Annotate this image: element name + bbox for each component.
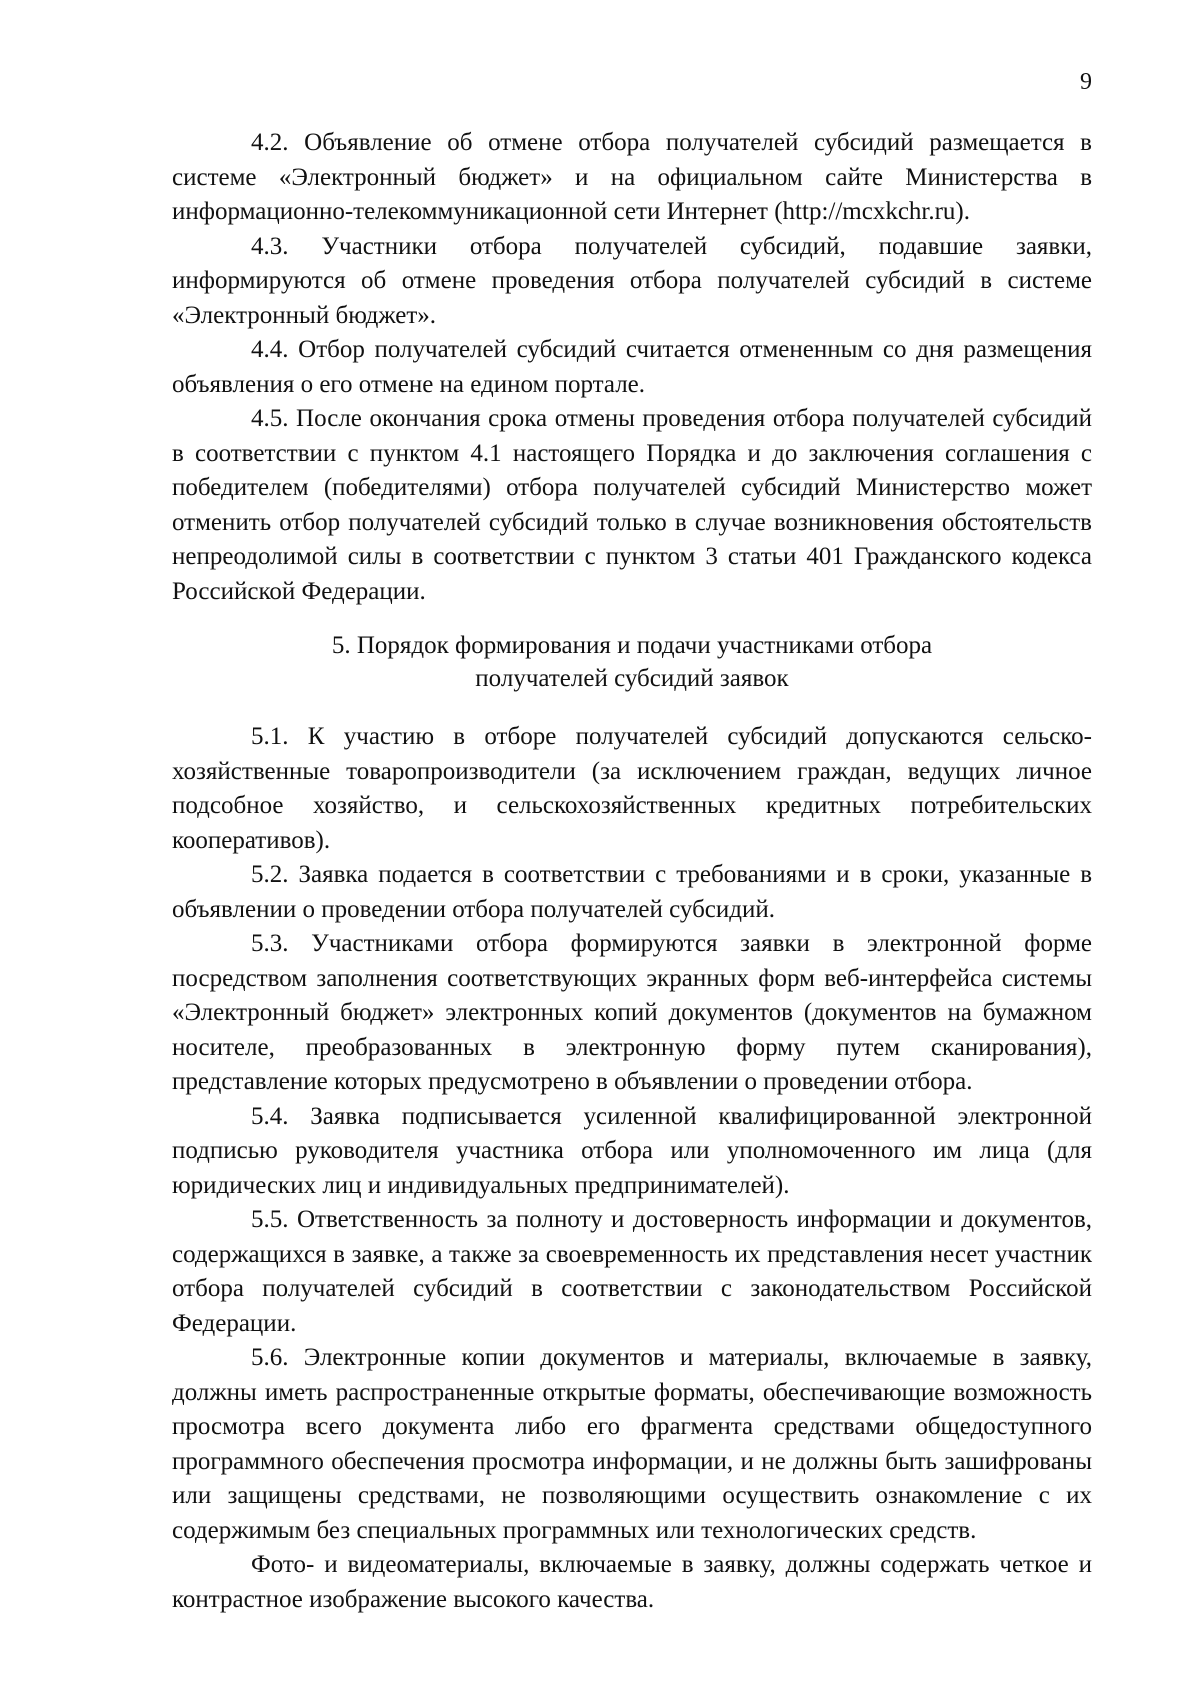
- document-body: [172, 126, 1092, 1617]
- paragraph-4-2: 4.2. Объявление об отмене отбора получателей субсидий размещается в системе «Электронный бюджет» и на официальном сайте Министерства в информационно-телекоммуникационной сети Интернет (http://mcxkchr.ru).: [172, 129, 1092, 225]
- paragraph-5-5: 5.5. Ответственность за полноту и достоверность информации и документов, содержащихся в заявке, а также за своевременность их представления несет участник отбора получателей субсидий в соответствии с законодательством Российской Федерации.: [172, 1206, 1092, 1337]
- section-5-heading-line-2: получателей субсидий заявок: [475, 665, 789, 692]
- paragraph-5-1: 5.1. К участию в отборе получателей субсидий допускаются сельскохозяйственные товаропроизводители (за исключением граждан, ведущих личное подсобное хозяйство, и сельскохозяйственных кредитных потребительских кооперативов).: [172, 723, 1092, 854]
- section-5-heading-line-1: 5. Порядок формирования и подачи участниками отбора: [331, 632, 933, 659]
- paragraph-4-4: 4.4. Отбор получателей субсидий считается отмененным со дня размещения объявления о его отмене на едином портале.: [172, 336, 1092, 398]
- paragraph-4-3: 4.3. Участники отбора получателей субсидий, подавшие заявки, информируются об отмене проведения отбора получателей субсидий в системе «Электронный бюджет».: [172, 232, 1092, 329]
- paragraph-5-2: 5.2. Заявка подается в соответствии с требованиями и в сроки, указанные в объявлении о проведении отбора получателей субсидий.: [172, 861, 1092, 923]
- section-5-heading: [172, 629, 1092, 695]
- paragraph-5-4: 5.4. Заявка подписывается усиленной квалифицированной электронной подписью руководителя участника отбора или уполномоченного им лица (для юридических лиц и индивидуальных предпринимателей).: [172, 1102, 1092, 1199]
- paragraph-5-6: 5.6. Электронные копии документов и материалы, включаемые в заявку, должны иметь распространенные открытые форматы, обеспечивающие возможность просмотра всего документа либо его фрагмента средствами общедоступного программного обеспечения просмотра информации, и не должны быть зашифрованы или защищены средствами, не позволяющими осуществить ознакомление с их содержимым без специальных программных или технологических средств.: [172, 1344, 1092, 1544]
- paragraph-4-5: 4.5. После окончания срока отмены проведения отбора получателей субсидий в соответствии с пунктом 4.1 настоящего Порядка и до заключения соглашения с победителем (победителями) отбора получателей субсидий Министерство может отменить отбор получателей субсидий только в случае возникновения обстоятельств непреодолимой силы в соответствии с пунктом 3 статьи 401 Гражданского кодекса Российской Федерации.: [172, 405, 1092, 605]
- page-number: 9: [1080, 69, 1092, 95]
- paragraph-media-requirements: Фото- и видеоматериалы, включаемые в заявку, должны содержать четкое и контрастное изображение высокого качества.: [172, 1551, 1092, 1613]
- paragraph-5-3: 5.3. Участниками отбора формируются заявки в электронной форме посредством заполнения соответствующих экранных форм веб-интерфейса системы «Электронный бюджет» электронных копий документов (документов на бумажном носителе, преобразованных в электронную форму путем сканирования), представление которых предусмотрено в объявлении о проведении отбора.: [172, 930, 1092, 1095]
